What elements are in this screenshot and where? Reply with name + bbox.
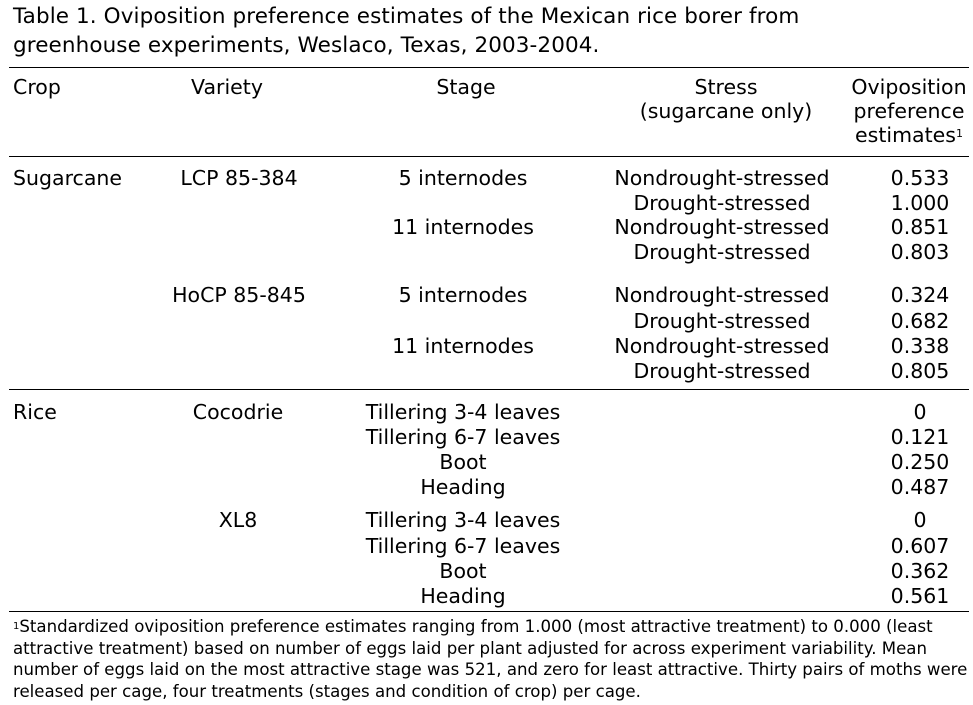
estimate-cell: 0.324 [890,283,950,307]
header-stage: Stage [436,75,496,99]
stage-cell: Tillering 3-4 leaves [365,508,561,532]
estimate-cell: 0.533 [890,166,950,190]
estimate-cell: 0.561 [890,584,950,608]
stress-cell: Drought-stressed [633,309,811,333]
table-footnote [13,616,968,702]
header-stress-line-2: (sugarcane only) [639,99,813,123]
crop-sugarcane: Sugarcane [13,166,122,190]
variety-hocp: HoCP 85-845 [172,283,306,307]
header-crop: Crop [13,75,61,99]
table-caption [13,2,963,60]
estimate-cell: 0.362 [890,559,950,583]
stress-cell: Nondrought-stressed [614,166,830,190]
estimate-cell: 0 [913,508,927,532]
stress-cell: Drought-stressed [633,240,811,264]
stage-cell: 5 internodes [398,283,528,307]
bottom-rule [9,611,969,612]
header-oviposition [851,75,966,147]
estimate-cell: 0.487 [890,475,950,499]
stage-cell: Heading [420,475,506,499]
top-rule [9,67,969,68]
crop-rice: Rice [13,400,57,424]
variety-xl8: XL8 [218,508,258,532]
section-rule [9,389,969,390]
estimate-cell: 0.805 [890,359,950,383]
stage-cell: Heading [420,584,506,608]
estimate-cell: 0.607 [890,534,950,558]
estimate-cell: 0.851 [890,215,950,239]
variety-lcp: LCP 85-384 [180,166,298,190]
stage-cell: Tillering 6-7 leaves [365,534,561,558]
header-ovi-line-3-text: estimates [855,123,956,147]
header-stress-line-1: Stress [694,75,758,99]
header-stress [640,75,813,123]
stress-cell: Drought-stressed [633,191,811,215]
stage-cell: 5 internodes [398,166,528,190]
stage-cell: Boot [439,559,487,583]
footnote-text: Standardized oviposition preference estimates ranging from 1.000 (most attractive treatment) to 0.000 (least attractive treatment) based on number of eggs laid per plant adjusted for across experiment variability. Mean number of eggs laid on the most attractive stage was 521, and zero for least attractive. Thirty pairs of moths were released per cage, four treatments (stages and condition of crop) per cage. [13,617,968,701]
header-ovi-footnote-mark: 1 [955,127,963,140]
estimate-cell: 0.682 [890,309,950,333]
header-rule [9,156,969,157]
estimate-cell: 0 [913,400,927,424]
stage-cell: Boot [439,450,487,474]
variety-cocodrie: Cocodrie [192,400,284,424]
stage-cell: 11 internodes [392,334,534,358]
header-ovi-line-1: Oviposition [851,75,967,99]
stage-cell: Tillering 6-7 leaves [365,425,561,449]
stress-cell: Nondrought-stressed [614,283,830,307]
stage-cell: Tillering 3-4 leaves [365,400,561,424]
header-ovi-line-3 [851,123,966,147]
stress-cell: Nondrought-stressed [614,334,830,358]
caption-line-2: greenhouse experiments, Weslaco, Texas, 2003-2004. [13,33,600,58]
caption-line-1: Table 1. Oviposition preference estimates of the Mexican rice borer from [13,4,800,29]
stress-cell: Drought-stressed [633,359,811,383]
stage-cell: 11 internodes [392,215,534,239]
estimate-cell: 0.338 [890,334,950,358]
stress-cell: Nondrought-stressed [614,215,830,239]
header-variety: Variety [191,75,263,99]
estimate-cell: 1.000 [890,191,950,215]
footnote-mark: 1 [13,621,20,632]
estimate-cell: 0.121 [890,425,950,449]
estimate-cell: 0.803 [890,240,950,264]
estimate-cell: 0.250 [890,450,950,474]
header-ovi-line-2: preference [853,99,965,123]
